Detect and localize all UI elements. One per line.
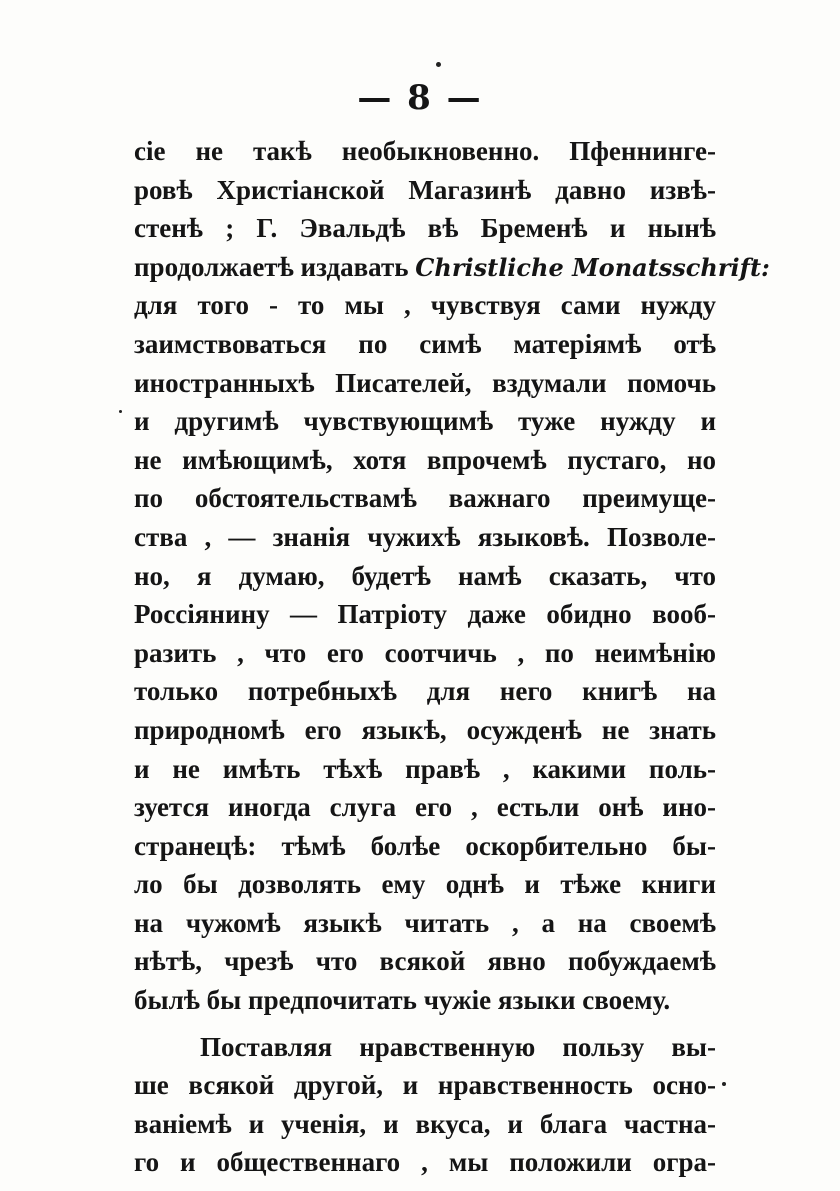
text-line: ства , — знанія чужихѣ языковѣ. Позволе- — [134, 521, 716, 552]
text-line: природномѣ его языкѣ, осужденѣ не знать — [134, 714, 716, 745]
text-line-start: продолжаетѣ издавать — [134, 251, 416, 282]
text-line: Поставляя нравственную пользу вы- — [200, 1031, 716, 1062]
text-line: не имѣющимѣ, хотя впрочемѣ пустаго, но — [134, 444, 716, 475]
text-line: иностранныхѣ Писателей, вздумали помочь — [134, 367, 716, 398]
text-line: ше всякой другой, и нравственность осно- — [134, 1070, 716, 1101]
print-speck — [722, 1082, 726, 1086]
text-line: ло бы дозволять ему однѣ и тѣже книги — [134, 869, 716, 900]
text-line: но, я думаю, будетѣ намѣ сказать, что — [134, 560, 716, 591]
text-line-with-german-title — [134, 248, 770, 287]
text-line: только потребныхѣ для него книгѣ на — [134, 676, 716, 707]
text-line: Россіянину — Патріоту даже обидно вооб- — [134, 599, 716, 630]
text-line: зуется иногда слуга его , естьли онѣ ино- — [134, 792, 716, 823]
text-line: былѣ бы предпочитать чужіе языки своему. — [134, 985, 671, 1016]
text-line: нѣтѣ, чрезѣ что всякой явно побуждаемѣ — [134, 946, 716, 977]
paragraph-1 — [134, 132, 770, 1020]
german-title: Christliche Monatsschrift: — [415, 252, 770, 282]
text-line: сіе не такѣ необыкновенно. Пфеннинге- — [134, 136, 716, 166]
paragraph-2 — [134, 1028, 716, 1182]
page-number: — 8 — — [357, 78, 483, 118]
text-line: разить , что его соотчичь , по неимѣнію — [134, 637, 716, 668]
text-line: странецѣ: тѣмѣ болѣе оскорбительно бы- — [134, 830, 716, 861]
text-line: стенѣ ; Г. Эвальдѣ вѣ Бременѣ и нынѣ — [134, 213, 716, 244]
text-line: по обстоятельствамѣ важнаго преимуще- — [134, 483, 716, 514]
text-line: на чужомѣ языкѣ читать , а на своемѣ — [134, 907, 716, 938]
body-text — [134, 132, 770, 1182]
text-line: го и общественнаго , мы положили огра- — [134, 1147, 716, 1178]
text-line: и другимѣ чувствующимѣ туже нужду и — [134, 406, 716, 437]
paragraph-gap — [134, 1020, 716, 1028]
text-line: и не имѣть тѣхѣ правѣ , какими поль- — [134, 753, 716, 784]
text-line: заимствоваться по симѣ матеріямѣ отѣ — [134, 328, 716, 359]
text-line: ровѣ Христіанской Магазинѣ давно извѣ- — [134, 174, 716, 205]
text-line: ваніемѣ и ученія, и вкуса, и блага частна- — [134, 1108, 716, 1139]
print-speck — [119, 410, 122, 413]
print-speck — [436, 62, 441, 67]
text-line: для того - то мы , чувствуя сами нужду — [134, 290, 716, 321]
